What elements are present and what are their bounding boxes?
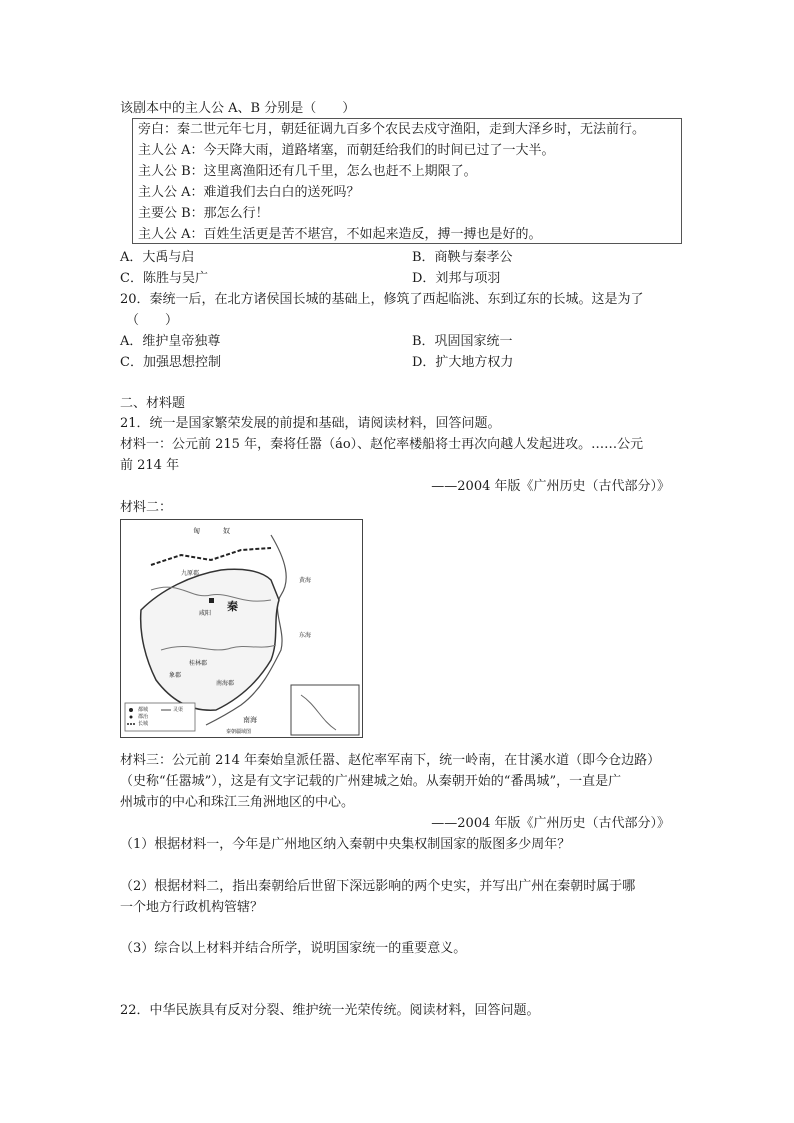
q21-sub-question-1: （1）根据材料一，今年是广州地区纳入秦朝中央集权制国家的版图多少周年？	[120, 837, 571, 852]
map-caption: 秦朝疆域图	[226, 729, 252, 735]
map-label: 秦	[227, 600, 238, 613]
legend-item: 长城	[138, 721, 149, 727]
script-line: 主人公 A：难道我们去白白的送死吗？	[138, 185, 360, 200]
material3-text: （史称“任嚣城”），这是有文字记载的广州建城之始。从秦朝开始的“番禺城”，一直是广	[120, 774, 622, 789]
material2-label: 材料二：	[120, 500, 173, 515]
map-label: 象郡	[169, 672, 182, 679]
map-label: 九原郡	[181, 570, 200, 577]
script-line: 主人公 A：今天降大雨，道路堵塞，而朝廷给我们的时间已过了一大半。	[138, 143, 555, 158]
map-label: 东海	[299, 632, 312, 639]
script-line: 主人公 B：这里离渔阳还有几千里，怎么也赶不上期限了。	[138, 164, 477, 179]
qin-territory-map	[120, 519, 363, 738]
material3-text: 州城市的中心和珠江三角洲地区的中心。	[120, 795, 355, 810]
q20-option-c[interactable]: C．加强思想控制	[120, 355, 221, 370]
material1-source: ——2004 年版《广州历史（古代部分）》	[431, 479, 670, 494]
q20-answer-blank: （ ）	[126, 313, 179, 328]
q20-stem: 20．秦统一后，在北方诸侯国长城的基础上，修筑了西起临洮、东到辽东的长城。这是为了	[120, 292, 644, 307]
map-label: 南海郡	[216, 680, 235, 687]
script-line: 主要公 B：那怎么行！	[138, 206, 269, 221]
material3-source: ——2004 年版《广州历史（古代部分）》	[431, 816, 670, 831]
q19-option-b[interactable]: B．商鞅与秦孝公	[412, 250, 513, 265]
q20-option-b[interactable]: B．巩固国家统一	[412, 334, 513, 349]
q19-option-a[interactable]: A．大禹与启	[120, 250, 195, 265]
map-label: 匈	[193, 527, 200, 535]
material1-text: 材料一：公元前 215 年，秦将任嚣（áo）、赵佗率楼船将士再次向越人发起进攻。……公元	[120, 437, 644, 452]
q22-intro: 22．中华民族具有反对分裂、维护统一光荣传统。阅读材料，回答问题。	[120, 1003, 540, 1018]
material3-text: 材料三：公元前 214 年秦始皇派任嚣、赵佗率军南下，统一岭南，在甘溪水道（即今仓边路）	[120, 753, 661, 768]
legend-item: 郡治	[138, 714, 149, 720]
map-label: 南海	[243, 716, 257, 724]
q21-sub-question-2: （2）根据材料二，指出秦朝给后世留下深远影响的两个史实，并写出广州在秦朝时属于哪	[120, 879, 636, 894]
script-line-narration: 旁白：秦二世元年七月，朝廷征调九百多个农民去戍守渔阳，走到大泽乡时，无法前行。	[138, 122, 646, 137]
map-image	[121, 520, 362, 737]
q21-sub-question-3: （3）综合以上材料并结合所学，说明国家统一的重要意义。	[120, 941, 467, 956]
q20-option-d[interactable]: D．扩大地方权力	[412, 355, 514, 370]
map-label: 咸阳	[199, 610, 212, 617]
script-line: 主人公 A：百姓生活更是苦不堪宫，不如起来造反，搏一搏也是好的。	[138, 227, 542, 242]
material1-text: 前 214 年	[120, 458, 180, 473]
q19-option-c[interactable]: C．陈胜与吴广	[120, 271, 208, 286]
section-title: 二、材料题	[120, 396, 186, 411]
script-box	[132, 118, 682, 244]
legend-item: 都城	[138, 707, 149, 713]
map-label: 桂林郡	[189, 660, 208, 667]
map-label: 奴	[223, 527, 230, 535]
q21-intro: 21．统一是国家繁荣发展的前提和基础，请阅读材料，回答问题。	[120, 416, 501, 431]
legend-item: 灵渠	[173, 707, 184, 713]
map-label: 黄海	[299, 577, 312, 584]
q19-option-d[interactable]: D．刘邦与项羽	[412, 271, 501, 286]
q20-option-a[interactable]: A．维护皇帝独尊	[120, 334, 221, 349]
q21-sub-question-2-cont: 一个地方行政机构管辖？	[120, 900, 264, 915]
q19-stem: 该剧本中的主人公 A、B 分别是（ ）	[120, 101, 356, 116]
